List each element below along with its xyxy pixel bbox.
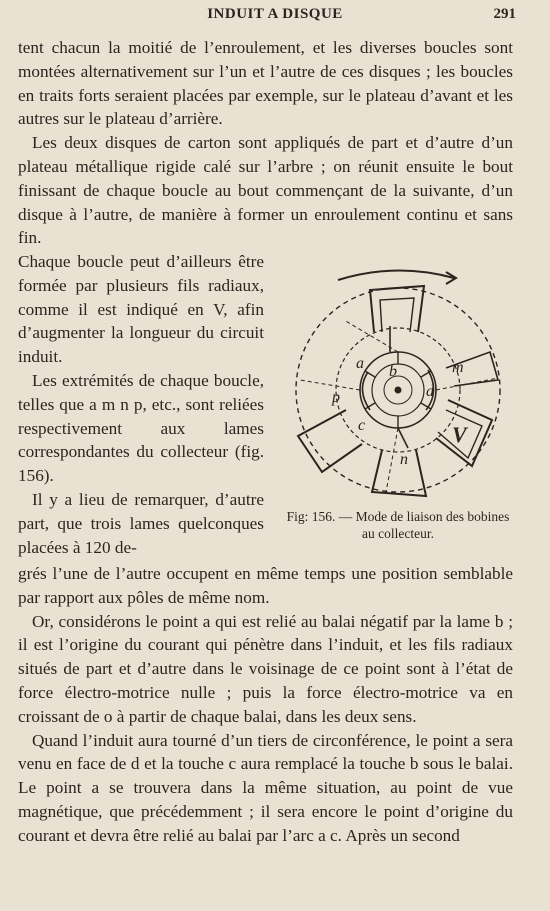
label-a: a bbox=[356, 355, 364, 372]
paragraph: Les extrémités de chaque boucle, telles que a m n p, etc., sont reliées respectivement aux lames correspondantes du collecteur (fig. 156). bbox=[18, 370, 264, 486]
figure-156-diagram bbox=[286, 260, 516, 520]
page-header bbox=[0, 4, 550, 26]
left-column-text bbox=[18, 250, 264, 559]
page-number: 291 bbox=[493, 6, 516, 22]
paragraph: Or, considérons le point a qui est relié au balai négatif par la lame b ; il est l’origine du courant qui pénètre dans l’induit, et les fils radiaux situés de part et d’autre dans le voisinage de ce point sont à l’état de force électro-motrice nulle ; puis la force électro-motrice va en croissant de o à partir de chaque balai, dans les deux sens. bbox=[18, 611, 513, 726]
paragraph: Les deux disques de carton sont appliqués de part et d’autre d’un plateau métallique rigide calé sur l’arbre ; on réunit ensuite le bout finissant de chaque boucle au bout commençant de la suivante, d’un disque à l’autre, de manière à former un enroulement continu et sans fin. bbox=[18, 133, 513, 248]
label-d: d bbox=[426, 383, 434, 400]
top-text bbox=[18, 36, 513, 250]
paragraph: Quand l’induit aura tourné d’un tiers de circonférence, le point a sera venu en face de d et la touche c aura remplacé la touche b sous le balai. Le point a se trouvera dans la même situation, au point de vue magnétique, que précédemment ; il sera encore le point d’origine du courant et devra être relié au balai par l’arc a c. Après un second bbox=[18, 730, 513, 845]
label-p: p bbox=[332, 389, 340, 406]
label-V: V bbox=[452, 422, 467, 447]
label-m: m bbox=[452, 359, 464, 376]
paragraph: grés l’une de l’autre occupent en même temps une position semblable par rapport aux pôles de même nom. bbox=[18, 564, 513, 607]
paragraph: Chaque boucle peut d’ailleurs être formée par plusieurs fils radiaux, comme il est indiqué en V, afin d’augmenter la longueur du circuit induit. bbox=[18, 252, 264, 367]
collector-diagram bbox=[286, 260, 516, 520]
paragraph: Il y a lieu de remarquer, d’autre part, que trois lames quelconques placées à 120 de- bbox=[18, 489, 264, 557]
paragraph: tent chacun la moitié de l’enroulement, et les diverses boucles sont montées alternativement sur l’un et l’autre de ces disques ; les boucles en traits forts seraient placées par exemple, sur le plateau d’avant et les autres sur le plateau d’arrière. bbox=[18, 38, 513, 129]
figure-caption: Fig: 156. — Mode de liaison des bobines au collecteur. bbox=[286, 509, 510, 541]
label-n: n bbox=[400, 451, 408, 468]
running-title: INDUIT A DISQUE bbox=[207, 6, 343, 22]
rotation-arrow bbox=[338, 270, 454, 280]
bottom-text bbox=[18, 562, 513, 848]
label-b: b bbox=[389, 363, 397, 380]
label-c: c bbox=[358, 417, 366, 434]
